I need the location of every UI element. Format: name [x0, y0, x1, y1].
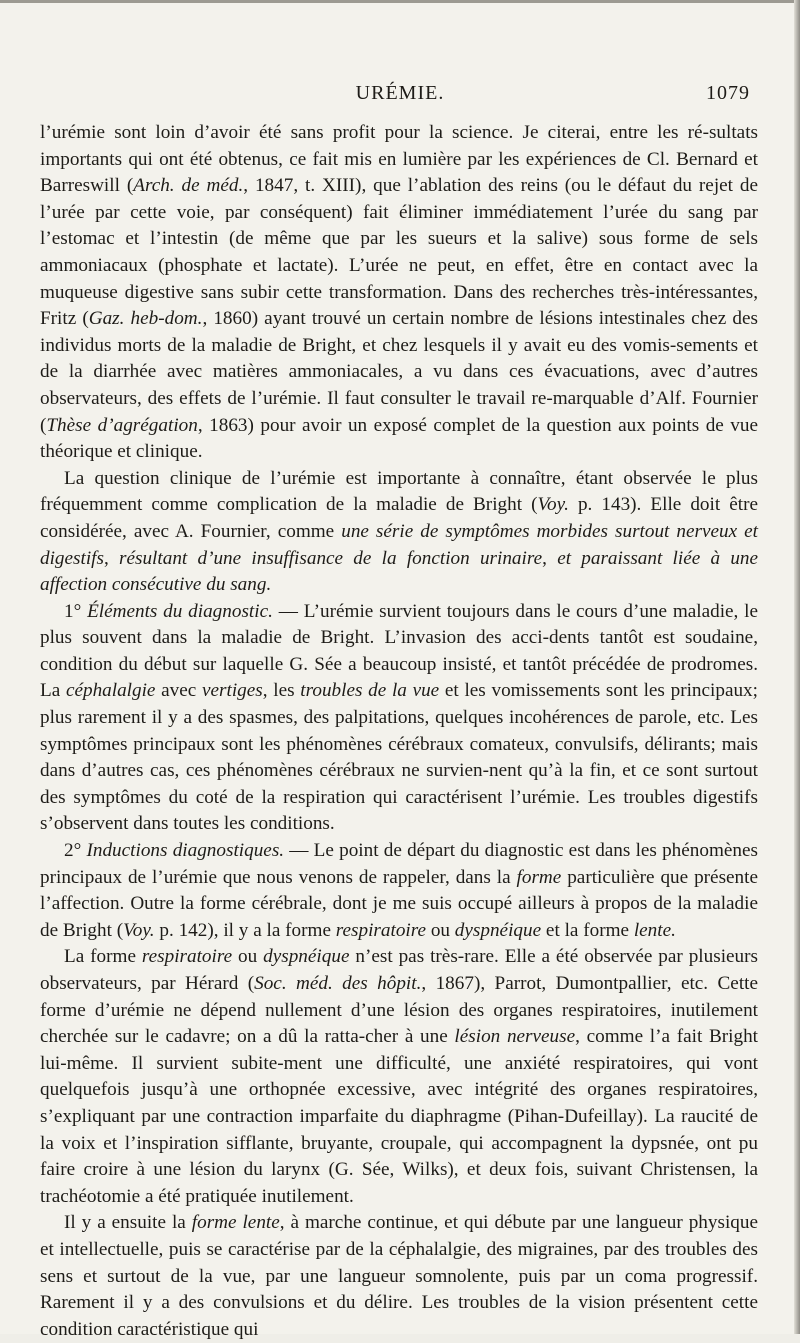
italic-text: troubles de la vue — [300, 680, 440, 702]
italic-text: résultant d’une insuffisance de la fonction urinaire — [119, 547, 543, 569]
italic-text: Inductions diagnostiques. — [86, 840, 285, 862]
body-text — [40, 120, 758, 1343]
text-run: — Le point de départ du diagnostic est dans les phénomènes principaux de l’urémie que nous venons de rappeler, dans la — [40, 840, 758, 888]
italic-text: et paraissant liée à une affection consécutive du sang. — [40, 547, 759, 596]
text-run: p. 142), il y a la forme — [154, 919, 336, 941]
italic-text: lésion nerveuse — [454, 1026, 576, 1048]
text-run: Il y a ensuite la — [64, 1212, 192, 1234]
italic-text: forme lente — [191, 1212, 280, 1234]
italic-text: Voy. — [123, 919, 155, 941]
text-run: et la forme — [541, 919, 634, 941]
paragraph — [40, 120, 758, 466]
text-run: avec — [155, 680, 202, 702]
page-number: 1079 — [706, 82, 750, 104]
text-run: 1° — [64, 600, 88, 622]
top-edge-rule — [0, 0, 800, 3]
paragraph — [40, 599, 758, 838]
text-run: , 1867), Parrot, Dumontpallier, etc. Cette forme d’urémie ne dépend nullement d’une lésion des organes respiratoires, inutilement cherchée sur le cadavre; on a dû la ratta-cher à une — [40, 973, 758, 1048]
text-run: , 1863) pour avoir un exposé complet de la question aux points de vue théorique et clinique. — [40, 414, 758, 463]
text-run: particulière que présente l’affection. Outre la forme cérébrale, dont je me suis occupé ailleurs à propos de la maladie de Bright ( — [40, 866, 758, 941]
paragraph — [40, 944, 758, 1210]
text-run: 2° — [64, 840, 87, 862]
text-run: La question clinique de l’urémie est importante à connaître, étant observée le plus fréquemment comme complication de la maladie de Bright ( — [40, 467, 758, 516]
italic-text: dyspnéique — [454, 919, 542, 941]
italic-text: lente. — [633, 919, 676, 941]
italic-text: Éléments du diagnostic. — [87, 600, 273, 622]
italic-text: céphalalgie — [65, 680, 156, 702]
italic-text: Soc. méd. des hôpit. — [254, 973, 422, 994]
italic-text: Thèse d’agrégation — [46, 414, 198, 436]
text-run: n’est pas très-rare. Elle a été observée par plusieurs observateurs, par Hérard ( — [40, 946, 758, 994]
italic-text: Arch. de méd. — [133, 175, 244, 197]
text-run: l’urémie sont loin d’avoir été sans profit pour la science. Je citerai, entre les ré-sultats importants qui ont été obtenus, ce fait mis en lumière par les expériences de Cl. Bernard et Barreswill ( — [40, 122, 758, 197]
italic-text: Gaz. heb-dom. — [88, 308, 203, 330]
text-run: p. 143). Elle doit être considérée, avec A. Fournier, comme — [40, 494, 758, 542]
text-run: , — [103, 547, 120, 569]
italic-text: Voy. — [537, 494, 569, 516]
text-run: , les — [262, 680, 301, 702]
italic-text: forme — [516, 866, 562, 888]
text-run: , comme l’a fait Bright lui-même. Il survient subite-ment une difficulté, une anxiété respiratoires, qui vont quelquefois jusqu’à une orthopnée excessive, avec intégrité des organes respiratoires, s’expliquant par une contraction imparfaite du diaphragme (Pihan-Dufeillay). La raucité de la voix et l’inspiration sifflante, bruyante, croupale, qui accompagnent la dypsnée, ont pu faire croire à une lésion du larynx (G. Sée, Wilks), et deux fois, suivant Christensen, la trachéotomie a été pratiquée inutilement. — [40, 1026, 758, 1207]
text-run: , 1860) ayant trouvé un certain nombre de lésions intestinales chez des individus morts de la maladie de Bright, et chez lesquels il y avait eu des vomis-sements et de la diarrhée avec matières ammoniacales, a vu dans ces évacuations, avec d’autres observateurs, des effets de l’urémie. Il faut consulter le travail re-marquable d’Alf. Fournier ( — [40, 308, 758, 436]
paragraph — [40, 838, 758, 944]
italic-text: une série de symptômes morbides surtout nerveux et digestifs — [40, 520, 758, 569]
page-header — [0, 82, 800, 112]
italic-text: respiratoire — [335, 919, 427, 941]
page-edge-shadow — [794, 0, 800, 1334]
italic-text: vertiges — [202, 680, 263, 702]
italic-text: respiratoire — [141, 946, 233, 968]
text-run: et les vomissements sont les principaux; plus rarement il y a des spasmes, des palpitations, quelques incohérences de parole, etc. Les symptômes principaux sont les phénomènes cérébraux comateux, convulsifs, délirants; mais dans d’autres cas, ces phénomènes cérébraux ne survien-nent qu’à la fin, et ce sont surtout des symptômes du coté de la respiration qui caractérisent l’urémie. Les troubles digestifs s’observent dans toutes les conditions. — [40, 680, 758, 835]
italic-text: dyspnéique — [263, 946, 350, 968]
text-run: , — [542, 547, 558, 569]
text-run: , à marche continue, et qui débute par une langueur physique et intellectuelle, puis se caractérise par de la céphalalgie, des migraines, par des troubles des sens et surtout de la vue, par une langueur somnolente, puis par un coma progressif. Rarement il y a des convulsions et du délire. Les troubles de la vision présentent cette condition caractéristique qui — [40, 1212, 758, 1340]
text-run: ou — [232, 946, 264, 968]
text-run: , 1847, t. XIII), que l’ablation des reins (ou le défaut du rejet de l’urée par cette voie, par conséquent) fait éliminer immédiatement l’urée du sang par l’estomac et l’intestin (de même que par les sueurs et la salive) sous forme de sels ammoniacaux (phosphate et lactate). L’urée ne peut, en effet, être en contact avec la muqueuse digestive sans subir cette transformation. Dans des recherches très-intéressantes, Fritz ( — [40, 175, 758, 330]
text-run: ou — [426, 919, 455, 941]
paragraph — [40, 466, 758, 599]
text-run: La forme — [64, 946, 142, 968]
paragraph — [40, 1210, 758, 1343]
running-title: URÉMIE. — [355, 82, 445, 104]
text-run: — L’urémie survient toujours dans le cours d’une maladie, le plus souvent dans la maladie de Bright. L’invasion des acci-dents tantôt est soudaine, condition du début sur laquelle G. Sée a beaucoup insisté, et tantôt précédée de prodromes. La — [40, 600, 758, 702]
